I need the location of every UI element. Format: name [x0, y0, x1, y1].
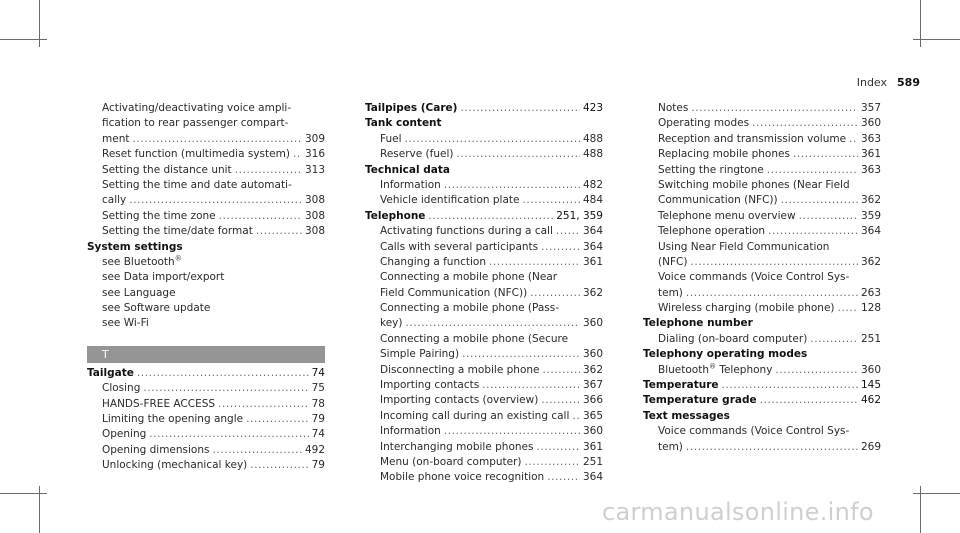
index-heading: Telephone number: [643, 317, 753, 330]
index-entry[interactable]: see Wi-Fi: [102, 317, 149, 330]
page-ref[interactable]: 362: [860, 194, 881, 207]
page-header: [857, 76, 920, 89]
page-ref[interactable]: 362: [860, 255, 881, 268]
index-entry: Wireless charging (mobile phone) ..... 128: [643, 301, 881, 316]
index-entry: Dialing (on-board computer) ..... 251: [643, 332, 881, 347]
index-entry: Reception and transmission volume ..... 363: [643, 132, 881, 147]
index-entry: Limiting the opening angle ..... 79: [87, 412, 325, 427]
index-entry: Disconnecting a mobile phone ..... 362: [365, 363, 603, 378]
index-entry: Opening ..... 74: [87, 427, 325, 442]
page-ref[interactable]: 269: [860, 440, 881, 453]
page-ref[interactable]: 364: [860, 225, 881, 238]
index-entry: Reserve (fuel) ..... 488: [365, 147, 603, 162]
page-ref[interactable]: 488: [582, 132, 603, 145]
page-ref[interactable]: 78: [311, 397, 325, 410]
index-entry: key) ..... 360: [365, 316, 603, 331]
index-entry: fication to rear passenger compart-: [102, 117, 289, 130]
index-entry: Vehicle identification plate ..... 484: [365, 193, 603, 208]
page-ref[interactable]: 362: [582, 363, 603, 376]
index-entry: Communication (NFC)) ..... 362: [643, 193, 881, 208]
page-ref[interactable]: 79: [311, 459, 325, 472]
index-entry[interactable]: see Bluetooth®: [102, 254, 182, 268]
page-ref[interactable]: 308: [304, 225, 325, 238]
page-ref[interactable]: 251: [860, 332, 881, 345]
index-entry: Changing a function ..... 361: [365, 255, 603, 270]
index-entry: Activating functions during a call ..... 364: [365, 224, 603, 239]
page-ref[interactable]: 79: [311, 413, 325, 426]
index-entry[interactable]: see Language: [102, 286, 176, 299]
page-ref[interactable]: 484: [582, 194, 603, 207]
page-ref[interactable]: 482: [582, 178, 603, 191]
index-entry: Simple Pairing) ..... 360: [365, 347, 603, 362]
page-ref[interactable]: 360: [860, 363, 881, 376]
crop-mark: [913, 39, 960, 40]
index-heading: Temperature grade ..... 462: [643, 393, 881, 408]
page-ref[interactable]: 361: [582, 255, 603, 268]
index-entry: Connecting a mobile phone (Secure: [380, 332, 569, 345]
index-heading: Tailpipes (Care) ..... 423: [365, 101, 603, 116]
index-heading: Tank content: [365, 117, 442, 130]
index-heading: Telephone ..... 251, 359: [365, 209, 603, 224]
page-ref[interactable]: 366: [582, 394, 603, 407]
index-entry: tem) ..... 263: [643, 286, 881, 301]
page-ref[interactable]: 360: [582, 425, 603, 438]
page-ref[interactable]: 361: [860, 148, 881, 161]
index-entry: Fuel ..... 488: [365, 132, 603, 147]
index-entry: Calls with several participants ..... 364: [365, 240, 603, 255]
index-entry: Importing contacts ..... 367: [365, 378, 603, 393]
index-entry: Incoming call during an existing call ..... 365: [365, 409, 603, 424]
index-entry: Menu (on-board computer) ..... 251: [365, 455, 603, 470]
index-entry[interactable]: see Data import/export: [102, 271, 225, 284]
index-column-2: [365, 101, 603, 486]
index-entry: (NFC) ..... 362: [643, 255, 881, 270]
index-entry: Notes ..... 357: [643, 101, 881, 116]
index-entry: Voice commands (Voice Control Sys-: [658, 271, 850, 284]
index-entry: cally ..... 308: [87, 193, 325, 208]
page-ref[interactable]: 308: [304, 194, 325, 207]
letter-section-header: T: [87, 346, 325, 363]
index-heading: Text messages: [643, 409, 730, 422]
index-entry: Setting the time/date format ..... 308: [87, 224, 325, 239]
index-entry: Telephone menu overview ..... 359: [643, 209, 881, 224]
index-entry: ment ..... 309: [87, 132, 325, 147]
index-entry: Connecting a mobile phone (Pass-: [380, 302, 560, 315]
index-entry: Setting the ringtone ..... 363: [643, 163, 881, 178]
page-number: 589: [897, 76, 920, 89]
crop-mark: [0, 493, 47, 494]
index-entry: Interchanging mobile phones ..... 361: [365, 440, 603, 455]
index-entry: Opening dimensions ..... 492: [87, 443, 325, 458]
index-entry: Information ..... 482: [365, 178, 603, 193]
crop-mark: [0, 39, 47, 40]
index-entry: Information ..... 360: [365, 424, 603, 439]
page-ref[interactable]: 359: [860, 209, 881, 222]
page-ref[interactable]: 360: [582, 317, 603, 330]
page-ref[interactable]: 74: [311, 428, 325, 441]
page-ref[interactable]: 313: [304, 163, 325, 176]
index-entry: Field Communication (NFC)) ..... 362: [365, 286, 603, 301]
page-ref[interactable]: 423: [582, 102, 603, 114]
section-title: Index: [856, 76, 888, 89]
index-heading: Tailgate ..... 74: [87, 366, 325, 381]
page-ref[interactable]: 367: [582, 379, 603, 392]
index-entry: Switching mobile phones (Near Field: [658, 178, 850, 191]
page-ref[interactable]: 357: [860, 102, 881, 114]
index-entry: Setting the distance unit ..... 313: [87, 163, 325, 178]
index-entry: Replacing mobile phones ..... 361: [643, 147, 881, 162]
page-ref[interactable]: 251, 359: [556, 209, 603, 222]
index-entry: Connecting a mobile phone (Near: [380, 271, 558, 284]
page-ref[interactable]: 361: [582, 440, 603, 453]
page-ref[interactable]: 363: [860, 163, 881, 176]
index-entry: tem) ..... 269: [643, 440, 881, 455]
index-entry: Setting the time zone ..... 308: [87, 209, 325, 224]
crop-mark: [913, 493, 960, 494]
index-entry: Activating/deactivating voice ampli-: [102, 102, 292, 114]
index-heading: Technical data: [365, 163, 450, 176]
page-ref[interactable]: 309: [304, 132, 325, 145]
page-ref[interactable]: 145: [860, 379, 881, 392]
page-ref[interactable]: 362: [582, 286, 603, 299]
page-ref[interactable]: 364: [582, 240, 603, 253]
index-entry: Reset function (multimedia system) ..... 316: [87, 147, 325, 162]
page-ref[interactable]: 263: [860, 286, 881, 299]
page-ref[interactable]: 462: [860, 394, 881, 407]
page-ref[interactable]: 74: [311, 366, 325, 379]
page-ref[interactable]: 360: [860, 117, 881, 130]
page-ref[interactable]: 363: [860, 132, 881, 145]
page-ref[interactable]: 75: [311, 382, 325, 395]
index-entry: Unlocking (mechanical key) ..... 79: [87, 458, 325, 473]
page-ref[interactable]: 488: [582, 148, 603, 161]
index-entry: Setting the time and date automati-: [102, 178, 292, 191]
page-ref[interactable]: 128: [860, 302, 881, 315]
index-entry: Voice commands (Voice Control Sys-: [658, 425, 850, 438]
index-entry: HANDS-FREE ACCESS ..... 78: [87, 397, 325, 412]
page-ref[interactable]: 308: [304, 209, 325, 222]
page-ref[interactable]: 492: [304, 443, 325, 456]
page-ref[interactable]: 364: [582, 225, 603, 238]
page-ref[interactable]: 364: [582, 471, 603, 484]
index-entry: Mobile phone voice recognition ..... 364: [365, 470, 603, 485]
index-heading: Temperature ..... 145: [643, 378, 881, 393]
index-heading: System settings: [87, 240, 183, 253]
index-entry: Closing ..... 75: [87, 381, 325, 396]
index-column-3: [643, 101, 881, 455]
index-entry: Bluetooth® Telephony ..... 360: [643, 363, 881, 378]
page-ref[interactable]: 251: [582, 455, 603, 468]
watermark: carmanualsonline.info: [602, 498, 874, 526]
index-entry[interactable]: see Software update: [102, 302, 211, 315]
page-ref[interactable]: 316: [304, 148, 325, 161]
page-ref[interactable]: 365: [582, 409, 603, 422]
page-ref[interactable]: 360: [582, 348, 603, 361]
index-entry: Operating modes ..... 360: [643, 116, 881, 131]
index-column-1: [87, 101, 325, 474]
index-heading: Telephony operating modes: [643, 348, 808, 361]
index-entry: Using Near Field Communication: [658, 240, 830, 253]
index-entry: Importing contacts (overview) ..... 366: [365, 393, 603, 408]
index-entry: Telephone operation ..... 364: [643, 224, 881, 239]
